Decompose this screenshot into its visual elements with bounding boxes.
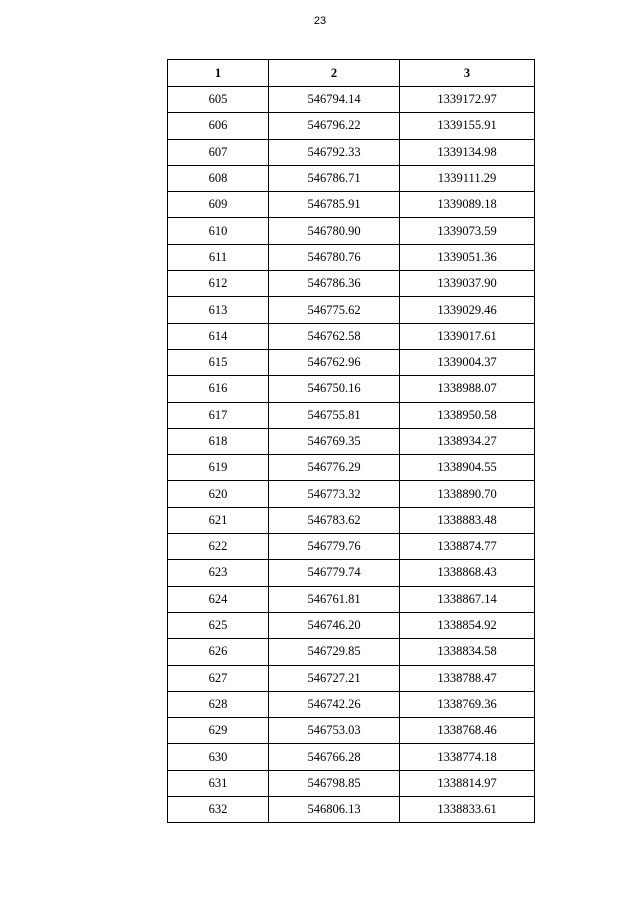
table-row [168, 691, 535, 717]
x-coordinate-cell: 546775.62 [269, 297, 400, 323]
table-row [168, 560, 535, 586]
point-number-cell: 610 [168, 218, 269, 244]
table-row [168, 797, 535, 823]
x-coordinate-cell: 546769.35 [269, 428, 400, 454]
y-coordinate-cell: 1338788.47 [400, 665, 535, 691]
x-coordinate-cell: 546798.85 [269, 770, 400, 796]
y-coordinate-cell: 1338833.61 [400, 797, 535, 823]
y-coordinate-cell: 1338774.18 [400, 744, 535, 770]
table-body [168, 87, 535, 823]
x-coordinate-cell: 546780.90 [269, 218, 400, 244]
point-number-cell: 630 [168, 744, 269, 770]
x-coordinate-cell: 546729.85 [269, 639, 400, 665]
point-number-cell: 617 [168, 402, 269, 428]
table-row [168, 323, 535, 349]
table-row [168, 455, 535, 481]
point-number-cell: 624 [168, 586, 269, 612]
x-coordinate-cell: 546783.62 [269, 507, 400, 533]
x-coordinate-cell: 546785.91 [269, 192, 400, 218]
coordinates-table [167, 59, 535, 823]
y-coordinate-cell: 1338867.14 [400, 586, 535, 612]
point-number-cell: 607 [168, 139, 269, 165]
y-coordinate-cell: 1339155.91 [400, 113, 535, 139]
table-header-row [168, 60, 535, 87]
x-coordinate-cell: 546786.71 [269, 165, 400, 191]
y-coordinate-cell: 1339111.29 [400, 165, 535, 191]
y-coordinate-cell: 1339037.90 [400, 271, 535, 297]
x-coordinate-cell: 546750.16 [269, 376, 400, 402]
point-number-cell: 605 [168, 87, 269, 113]
y-coordinate-cell: 1339017.61 [400, 323, 535, 349]
y-coordinate-cell: 1338950.58 [400, 402, 535, 428]
table-row [168, 218, 535, 244]
table-row [168, 612, 535, 638]
y-coordinate-cell: 1338814.97 [400, 770, 535, 796]
table-row [168, 271, 535, 297]
x-coordinate-cell: 546742.26 [269, 691, 400, 717]
table-row [168, 113, 535, 139]
column-header-1: 1 [168, 60, 269, 87]
x-coordinate-cell: 546762.58 [269, 323, 400, 349]
x-coordinate-cell: 546773.32 [269, 481, 400, 507]
y-coordinate-cell: 1339073.59 [400, 218, 535, 244]
point-number-cell: 616 [168, 376, 269, 402]
y-coordinate-cell: 1338934.27 [400, 428, 535, 454]
x-coordinate-cell: 546776.29 [269, 455, 400, 481]
table-row [168, 402, 535, 428]
y-coordinate-cell: 1338834.58 [400, 639, 535, 665]
point-number-cell: 626 [168, 639, 269, 665]
table-row [168, 507, 535, 533]
point-number-cell: 622 [168, 534, 269, 560]
point-number-cell: 625 [168, 612, 269, 638]
point-number-cell: 629 [168, 718, 269, 744]
point-number-cell: 609 [168, 192, 269, 218]
point-number-cell: 623 [168, 560, 269, 586]
point-number-cell: 614 [168, 323, 269, 349]
point-number-cell: 619 [168, 455, 269, 481]
point-number-cell: 608 [168, 165, 269, 191]
x-coordinate-cell: 546792.33 [269, 139, 400, 165]
table-row [168, 376, 535, 402]
x-coordinate-cell: 546753.03 [269, 718, 400, 744]
table-row [168, 534, 535, 560]
column-header-2: 2 [269, 60, 400, 87]
y-coordinate-cell: 1339051.36 [400, 244, 535, 270]
table-row [168, 165, 535, 191]
point-number-cell: 632 [168, 797, 269, 823]
point-number-cell: 627 [168, 665, 269, 691]
table-row [168, 718, 535, 744]
x-coordinate-cell: 546779.76 [269, 534, 400, 560]
y-coordinate-cell: 1339172.97 [400, 87, 535, 113]
point-number-cell: 612 [168, 271, 269, 297]
y-coordinate-cell: 1339089.18 [400, 192, 535, 218]
point-number-cell: 628 [168, 691, 269, 717]
point-number-cell: 611 [168, 244, 269, 270]
x-coordinate-cell: 546755.81 [269, 402, 400, 428]
y-coordinate-cell: 1338768.46 [400, 718, 535, 744]
y-coordinate-cell: 1338890.70 [400, 481, 535, 507]
y-coordinate-cell: 1339134.98 [400, 139, 535, 165]
x-coordinate-cell: 546780.76 [269, 244, 400, 270]
x-coordinate-cell: 546779.74 [269, 560, 400, 586]
table-row [168, 744, 535, 770]
y-coordinate-cell: 1338883.48 [400, 507, 535, 533]
table-row [168, 349, 535, 375]
table-row [168, 297, 535, 323]
x-coordinate-cell: 546786.36 [269, 271, 400, 297]
table-row [168, 192, 535, 218]
y-coordinate-cell: 1338769.36 [400, 691, 535, 717]
y-coordinate-cell: 1338988.07 [400, 376, 535, 402]
x-coordinate-cell: 546796.22 [269, 113, 400, 139]
point-number-cell: 631 [168, 770, 269, 796]
table-row [168, 586, 535, 612]
point-number-cell: 613 [168, 297, 269, 323]
y-coordinate-cell: 1338868.43 [400, 560, 535, 586]
table-row [168, 244, 535, 270]
y-coordinate-cell: 1338874.77 [400, 534, 535, 560]
point-number-cell: 620 [168, 481, 269, 507]
y-coordinate-cell: 1339029.46 [400, 297, 535, 323]
x-coordinate-cell: 546727.21 [269, 665, 400, 691]
x-coordinate-cell: 546766.28 [269, 744, 400, 770]
point-number-cell: 618 [168, 428, 269, 454]
table-row [168, 139, 535, 165]
x-coordinate-cell: 546761.81 [269, 586, 400, 612]
x-coordinate-cell: 546806.13 [269, 797, 400, 823]
table-row [168, 770, 535, 796]
point-number-cell: 606 [168, 113, 269, 139]
table-row [168, 87, 535, 113]
x-coordinate-cell: 546762.96 [269, 349, 400, 375]
y-coordinate-cell: 1339004.37 [400, 349, 535, 375]
page-number: 23 [313, 15, 327, 27]
x-coordinate-cell: 546746.20 [269, 612, 400, 638]
table-row [168, 639, 535, 665]
table-row [168, 481, 535, 507]
column-header-3: 3 [400, 60, 535, 87]
y-coordinate-cell: 1338854.92 [400, 612, 535, 638]
point-number-cell: 615 [168, 349, 269, 375]
point-number-cell: 621 [168, 507, 269, 533]
table-row [168, 428, 535, 454]
y-coordinate-cell: 1338904.55 [400, 455, 535, 481]
table-row [168, 665, 535, 691]
x-coordinate-cell: 546794.14 [269, 87, 400, 113]
